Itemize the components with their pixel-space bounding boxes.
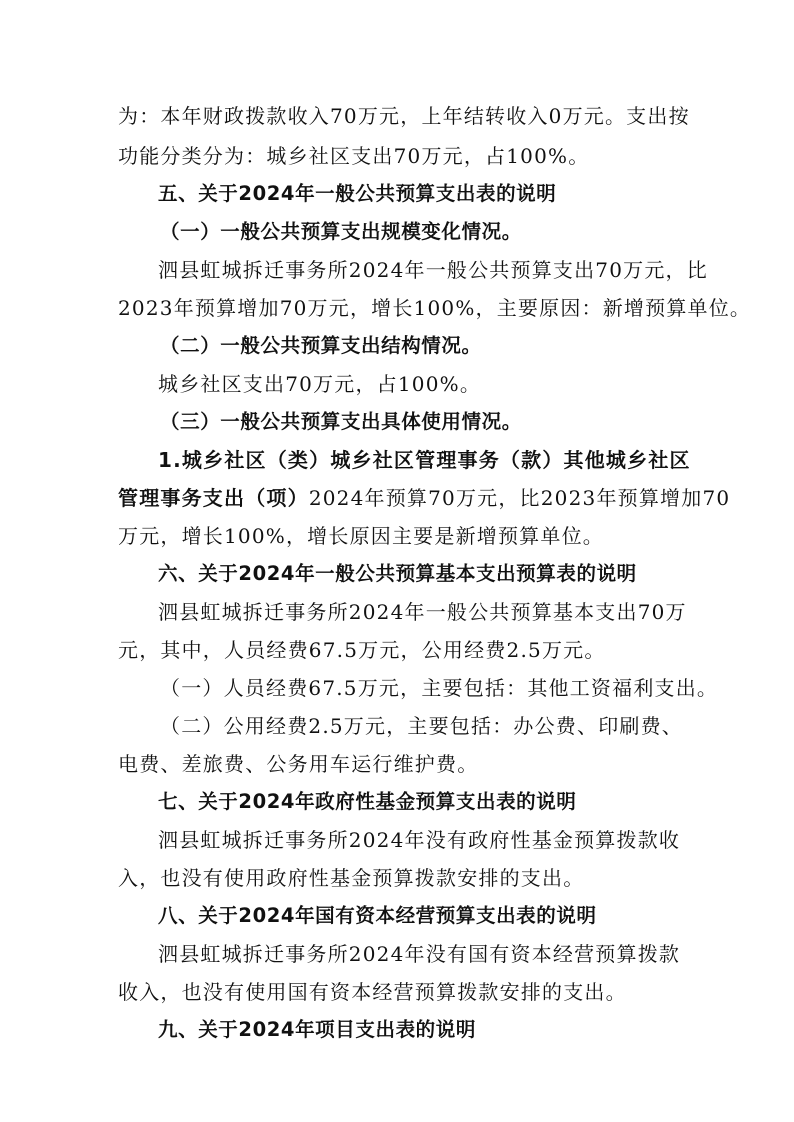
subheading-5-2: （二）一般公共预算支出结构情况。 xyxy=(160,334,482,357)
paragraph-line xyxy=(118,484,730,512)
paragraph-line: 电费、差旅费、公务用车运行维护费。 xyxy=(118,752,479,776)
paragraph-line: 万元，增长100%，增长原因主要是新增预算单位。 xyxy=(118,524,604,548)
paragraph-line: 城乡社区支出70万元，占100%。 xyxy=(158,372,482,396)
paragraph-line: 2023年预算增加70万元，增长100%，主要原因：新增预算单位。 xyxy=(118,296,752,320)
paragraph-line: 元，其中，人员经费67.5万元，公用经费2.5万元。 xyxy=(118,638,606,662)
subheading-5-1: （一）一般公共预算支出规模变化情况。 xyxy=(160,220,522,243)
paragraph-line: 泗县虹城拆迁事务所2024年一般公共预算基本支出70万 xyxy=(158,600,687,624)
section-heading-9: 九、关于2024年项目支出表的说明 xyxy=(158,1018,476,1041)
paragraph-line: 泗县虹城拆迁事务所2024年没有政府性基金预算拨款收 xyxy=(158,828,681,852)
item-heading-continued: 管理事务支出（项） xyxy=(118,486,309,510)
section-heading-5: 五、关于2024年一般公共预算支出表的说明 xyxy=(158,182,557,205)
paragraph-line: 入，也没有使用政府性基金预算拨款安排的支出。 xyxy=(118,866,585,890)
item-heading: 1.城乡社区（类）城乡社区管理事务（款）其他城乡社区 xyxy=(158,448,691,472)
paragraph-line: （一）人员经费67.5万元，主要包括：其他工资福利支出。 xyxy=(160,676,719,700)
paragraph-line: 泗县虹城拆迁事务所2024年没有国有资本经营预算拨款 xyxy=(158,942,681,966)
paragraph-line: 泗县虹城拆迁事务所2024年一般公共预算支出70万元，比 xyxy=(158,258,708,282)
paragraph-line: （二）公用经费2.5万元，主要包括：办公费、印刷费、 xyxy=(160,714,684,738)
section-heading-6: 六、关于2024年一般公共预算基本支出预算表的说明 xyxy=(158,562,637,585)
section-heading-8: 八、关于2024年国有资本经营预算支出表的说明 xyxy=(158,904,597,927)
subheading-5-3: （三）一般公共预算支出具体使用情况。 xyxy=(160,410,522,433)
paragraph-line: 收入，也没有使用国有资本经营预算拨款安排的支出。 xyxy=(118,980,627,1004)
section-heading-7: 七、关于2024年政府性基金预算支出表的说明 xyxy=(158,790,577,813)
item-text: 2024年预算70万元，比2023年预算增加70 xyxy=(308,486,731,510)
paragraph-line: 为：本年财政拨款收入70万元，上年结转收入0万元。支出按 xyxy=(118,104,690,128)
paragraph-line: 功能分类分为：城乡社区支出70万元，占100%。 xyxy=(118,144,590,168)
